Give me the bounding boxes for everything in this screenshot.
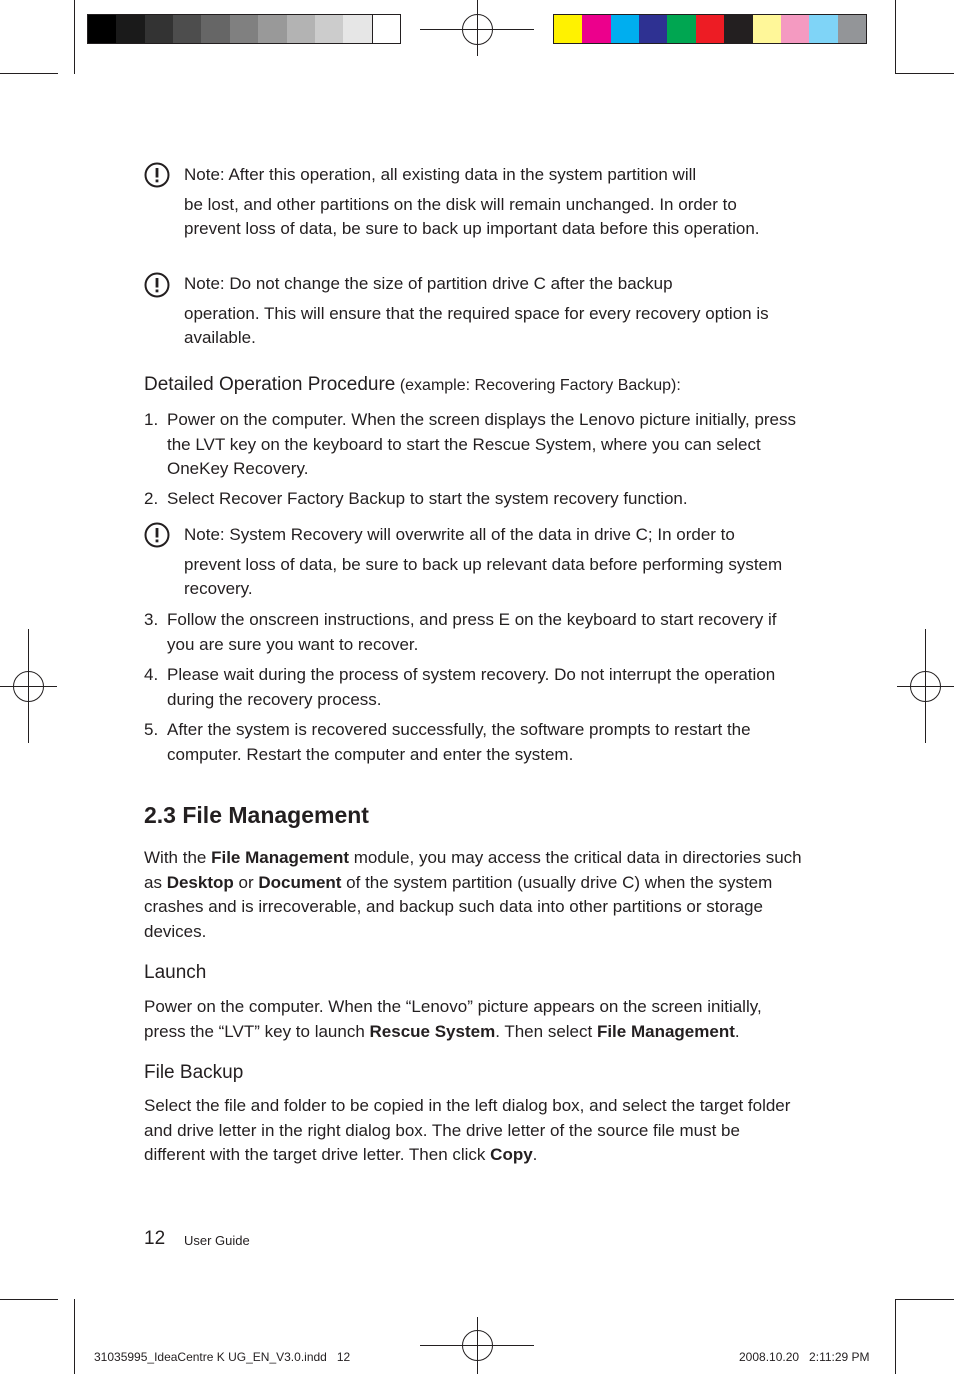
step-text: Select Recover Factory Backup to start the system recovery function.: [167, 489, 688, 508]
warning-icon: [144, 272, 170, 298]
color-swatch: [258, 15, 286, 43]
text-run: module, you may access the critical data in directories such as: [144, 848, 802, 892]
note-body: prevent loss of data, be sure to back up relevant data before performing system recovery.: [184, 554, 783, 598]
color-swatch: [724, 15, 752, 43]
launch-heading: Launch: [144, 962, 207, 983]
color-swatch: [611, 15, 639, 43]
step-number: 1.: [144, 410, 159, 429]
list-item: [144, 608, 804, 657]
crop-mark: [895, 1299, 896, 1374]
note-body: be lost, and other partitions on the disk will remain unchanged. In order to prevent loss of data, be sure to back up important data before this operation.: [184, 194, 760, 238]
bold-term: File Management: [211, 848, 350, 867]
list-item: [144, 718, 804, 767]
step-number: 5.: [144, 720, 159, 739]
color-swatch: [201, 15, 229, 43]
section-title: 2.3 File Management: [144, 802, 369, 828]
file-backup-heading: File Backup: [144, 1062, 244, 1083]
color-swatch: [88, 15, 116, 43]
note-first-line: Do not change the size of partition drive C after the backup: [229, 274, 673, 293]
warning-icon: [144, 522, 170, 548]
note-body: operation. This will ensure that the required space for every recovery option is available.: [184, 303, 769, 347]
text-run: Select the file and folder to be copied in the left dialog box, and select the target folder and drive letter in the right dialog box. The drive letter of the source file must be different with the target drive letter. Then click: [144, 1096, 791, 1164]
bold-term: Document: [258, 872, 342, 892]
step-number: 2.: [144, 489, 159, 508]
footer-label: User Guide: [184, 1233, 250, 1248]
procedure-heading: [144, 374, 681, 396]
text-run: .: [734, 1021, 740, 1041]
note-block: [184, 163, 794, 242]
note-block: [184, 523, 794, 602]
color-swatch: [287, 15, 315, 43]
procedure-title: Detailed Operation Procedure: [144, 374, 396, 395]
note-first-line: After this operation, all existing data in the system partition will: [228, 165, 697, 184]
process-color-bar: [553, 14, 867, 44]
text-run: of the system partition (usually drive C) when the system crashes and is irrecoverable, and backup such data into other partitions or storage devices.: [144, 872, 773, 941]
color-swatch: [639, 15, 667, 43]
step-text: Please wait during the process of system recovery. Do not interrupt the operation during the recovery process.: [167, 665, 776, 709]
warning-icon: [144, 162, 170, 188]
color-swatch: [372, 15, 400, 43]
bold-term: Desktop: [166, 872, 234, 892]
step-number: 3.: [144, 610, 159, 629]
list-item: [144, 663, 804, 712]
step-text: Follow the onscreen instructions, and press E on the keyboard to start recovery if you are sure you want to recover.: [167, 610, 777, 654]
text-run: .: [532, 1145, 538, 1164]
color-swatch: [230, 15, 258, 43]
text-run: . Then select: [495, 1021, 597, 1041]
procedure-subtitle: (example: Recovering Factory Backup):: [399, 377, 681, 394]
section-intro: [144, 846, 804, 944]
color-swatch: [315, 15, 343, 43]
page-number: 12: [144, 1228, 166, 1249]
color-swatch: [582, 15, 610, 43]
step-number: 4.: [144, 665, 159, 684]
color-swatch: [781, 15, 809, 43]
color-swatch: [838, 15, 866, 43]
color-swatch: [145, 15, 173, 43]
crop-mark: [896, 1299, 954, 1300]
color-swatch: [173, 15, 201, 43]
crop-mark: [74, 0, 75, 74]
color-swatch: [696, 15, 724, 43]
file-backup-paragraph: [144, 1094, 804, 1168]
bold-term: Copy: [490, 1145, 533, 1164]
text-run: or: [233, 872, 259, 892]
bold-term: Rescue System: [369, 1021, 496, 1041]
step-text: Power on the computer. When the screen displays the Lenovo picture initially, press the LVT key on the keyboard to start the Rescue System, where you can select OneKey Recovery.: [167, 410, 797, 478]
color-swatch: [667, 15, 695, 43]
color-swatch: [753, 15, 781, 43]
slug-timestamp: 2008.10.20 2:11:29 PM: [739, 1350, 870, 1364]
slug-file-info: 31035995_IdeaCentre K UG_EN_V3.0.indd 12: [94, 1350, 351, 1364]
step-text: After the system is recovered successfully, the software prompts to restart the computer. Restart the computer and enter the system.: [167, 720, 751, 764]
color-swatch: [343, 15, 371, 43]
text-run: Power on the computer. When the “Lenovo” picture appears on the screen initially, press the “LVT” key to launch: [144, 997, 762, 1041]
note-block: [184, 272, 794, 351]
note-label: Note:: [184, 165, 225, 184]
crop-mark: [74, 1299, 75, 1374]
list-item: [144, 408, 804, 482]
crop-mark: [0, 1299, 58, 1300]
crop-mark: [895, 0, 896, 74]
grayscale-color-bar: [87, 14, 401, 44]
color-swatch: [554, 15, 582, 43]
crop-mark: [896, 73, 954, 74]
note-label: Note:: [184, 274, 225, 293]
note-first-line: System Recovery will overwrite all of the data in drive C; In order to: [229, 525, 735, 544]
crop-mark: [0, 73, 58, 74]
text-run: With the: [144, 848, 212, 867]
launch-paragraph: [144, 995, 804, 1044]
list-item: [144, 487, 804, 512]
note-label: Note:: [184, 525, 225, 544]
color-swatch: [809, 15, 837, 43]
bold-term: File Management: [596, 1021, 735, 1041]
color-swatch: [116, 15, 144, 43]
